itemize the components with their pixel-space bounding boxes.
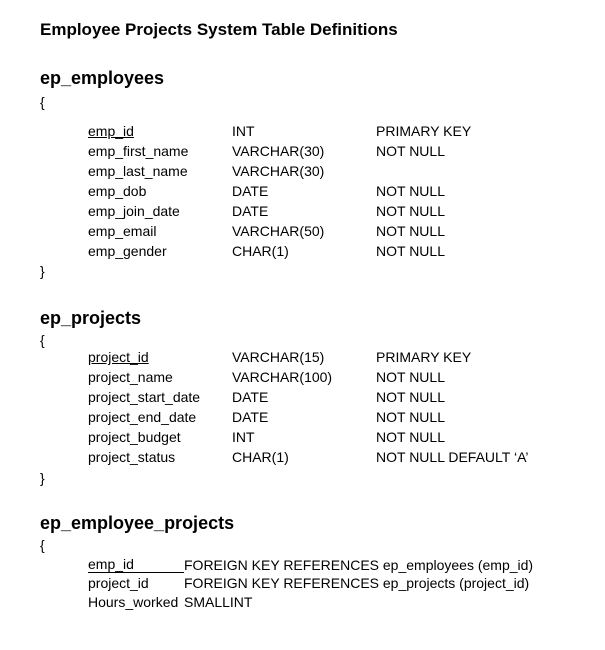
column-name: project_status (88, 449, 176, 465)
column-row (0, 223, 605, 243)
table-name: ep_employee_projects (40, 513, 235, 533)
column-row (0, 243, 605, 263)
table-name: ep_projects (40, 308, 142, 328)
column-row (0, 143, 605, 163)
column-row (0, 349, 605, 369)
column-row (0, 123, 605, 143)
column-constraint: NOT NULL (376, 203, 445, 219)
column-row (0, 575, 605, 595)
column-row (0, 163, 605, 183)
column-row (0, 183, 605, 203)
column-type: DATE (232, 409, 269, 425)
column-name: emp_id (88, 557, 184, 573)
column-type: DATE (232, 389, 269, 405)
column-definition: FOREIGN KEY REFERENCES ep_projects (project_id) (184, 575, 530, 591)
column-type: VARCHAR(100) (232, 369, 333, 385)
column-type: VARCHAR(50) (232, 223, 325, 239)
column-type: VARCHAR(30) (232, 163, 325, 179)
table-name: ep_employees (40, 68, 165, 88)
column-row (0, 594, 605, 614)
column-name: project_id (88, 575, 149, 591)
column-name: project_name (88, 369, 173, 385)
column-constraint: NOT NULL DEFAULT ‘A’ (376, 449, 529, 465)
column-name: Hours_worked (88, 594, 179, 610)
column-type: CHAR(1) (232, 449, 289, 465)
column-name: project_budget (88, 429, 181, 445)
column-constraint: NOT NULL (376, 243, 445, 259)
column-constraint: NOT NULL (376, 389, 445, 405)
column-type: DATE (232, 203, 269, 219)
open-brace: { (40, 94, 45, 110)
close-brace: } (40, 470, 45, 486)
column-constraint: NOT NULL (376, 223, 445, 239)
column-type: DATE (232, 183, 269, 199)
column-constraint: PRIMARY KEY (376, 349, 472, 365)
column-definition: FOREIGN KEY REFERENCES ep_employees (emp_id) (184, 557, 534, 573)
column-row (0, 369, 605, 389)
column-type: CHAR(1) (232, 243, 289, 259)
column-row (0, 203, 605, 223)
column-constraint: NOT NULL (376, 369, 445, 385)
column-type: VARCHAR(30) (232, 143, 325, 159)
column-constraint: PRIMARY KEY (376, 123, 472, 139)
column-name: emp_id (88, 123, 134, 139)
column-name: project_end_date (88, 409, 197, 425)
column-name: project_start_date (88, 389, 201, 405)
close-brace: } (40, 263, 45, 279)
column-name: emp_join_date (88, 203, 180, 219)
column-name: emp_first_name (88, 143, 189, 159)
open-brace: { (40, 537, 45, 553)
column-row (0, 409, 605, 429)
column-constraint: NOT NULL (376, 429, 445, 445)
column-definition: SMALLINT (184, 594, 253, 610)
column-row (0, 449, 605, 469)
column-name: emp_gender (88, 243, 167, 259)
column-row (0, 389, 605, 409)
column-name: emp_dob (88, 183, 147, 199)
column-name: emp_email (88, 223, 157, 239)
open-brace: { (40, 332, 45, 348)
column-constraint: NOT NULL (376, 409, 445, 425)
document-title: Employee Projects System Table Definitions (40, 20, 398, 39)
column-row (0, 429, 605, 449)
column-constraint: NOT NULL (376, 143, 445, 159)
column-type: INT (232, 429, 255, 445)
column-name: project_id (88, 349, 149, 365)
column-constraint: NOT NULL (376, 183, 445, 199)
column-type: INT (232, 123, 255, 139)
column-row (0, 557, 605, 577)
column-name: emp_last_name (88, 163, 188, 179)
column-type: VARCHAR(15) (232, 349, 325, 365)
